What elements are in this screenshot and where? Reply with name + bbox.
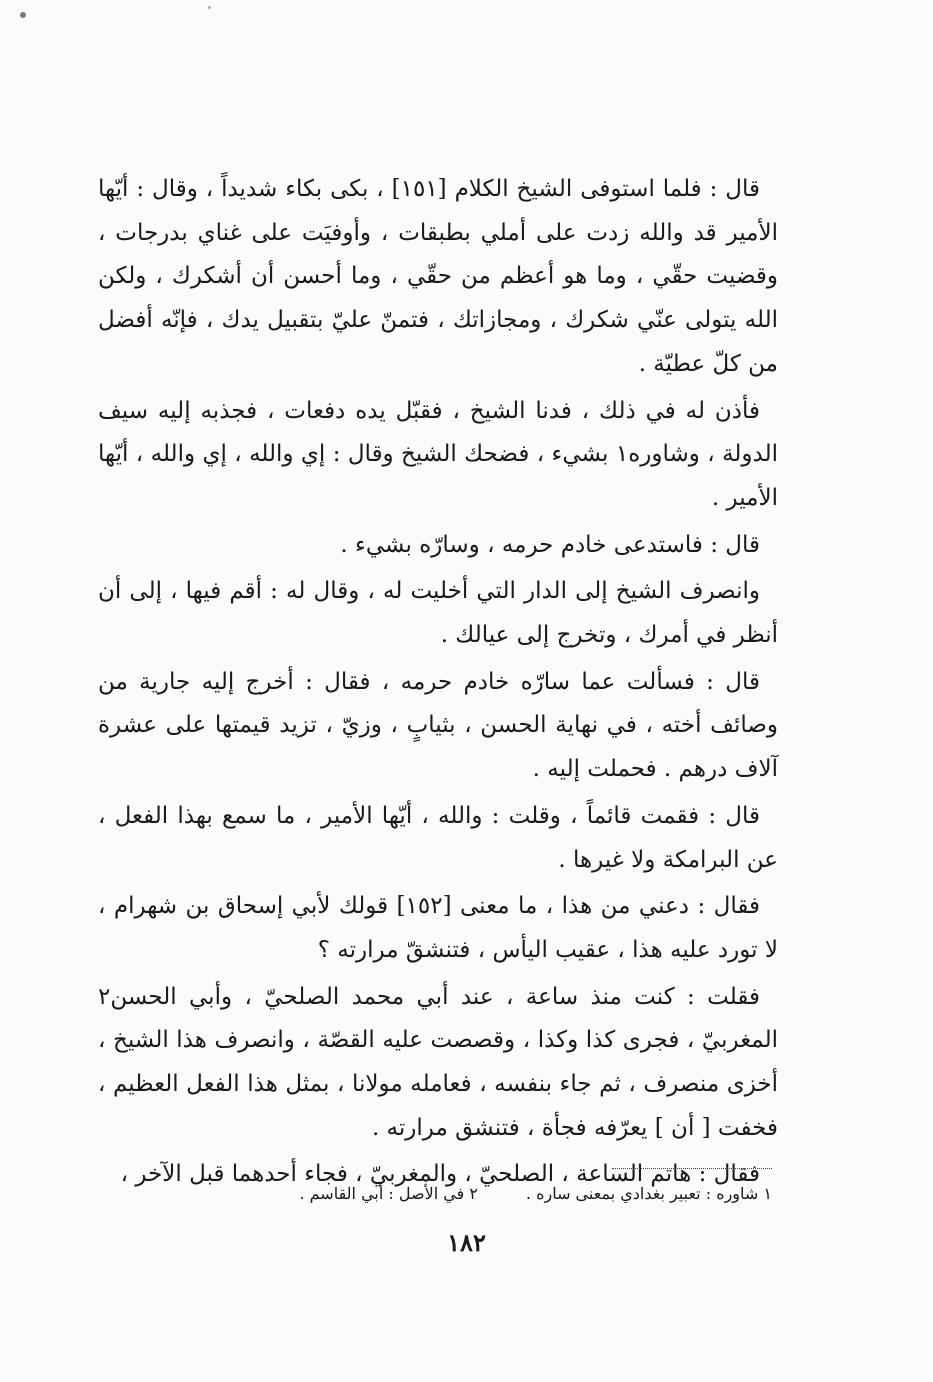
scan-speck bbox=[20, 12, 26, 18]
page-number: ١٨٢ bbox=[447, 1228, 486, 1257]
paragraph: فقال : دعني من هذا ، ما معنى [١٥٢] قولك لأبي إسحاق بن شهرام ، لا تورد عليه هذا ، عقيب اليأس ، فتنشقّ مرارته ؟ bbox=[98, 893, 778, 963]
paragraph: فقال : هاتم الساعة ، الصلحيّ ، والمغربيّ ، فجاء أحدهما قبل الآخر ، bbox=[120, 1161, 760, 1188]
footnotes bbox=[160, 1184, 772, 1203]
paragraph: قال : فاستدعى خادم حرمه ، وسارّه بشيء . bbox=[340, 531, 760, 558]
footnote-1: ١ شاوره : تعبير بغدادي بمعنى ساره . bbox=[525, 1184, 772, 1203]
paragraph: قال : فقمت قائماً ، وقلت : والله ، أيّها الأمير ، ما سمع بهذا الفعل ، عن البرامكة ولا غيرها . bbox=[98, 802, 778, 873]
footnote-2: ٢ في الأصل : أبي القاسم . bbox=[299, 1184, 478, 1203]
paragraph: فأذن له في ذلك ، فدنا الشيخ ، فقبّل يده دفعات ، فجذبه إليه سيف الدولة ، وشاوره١ بشيء ، فضحك الشيخ وقال : إي والله ، إي والله ، أيّها الأمير . bbox=[98, 397, 778, 511]
paragraph: قال : فسألت عما سارّه خادم حرمه ، فقال : أخرج إليه جارية من وصائف أخته ، في نهاية الحسن ، بثيابٍ ، وزيّ ، تزيد قيمتها على عشرة آلاف درهم . فحملت إليه . bbox=[98, 668, 778, 783]
scan-speck bbox=[208, 6, 211, 9]
paragraph: قال : فلما استوفى الشيخ الكلام [١٥١] ، بكى بكاء شديداً ، وقال : أيّها الأمير قد والله زدت على أملي بطبقات ، وأوفيَت على غناي بدرجات ، وقضيت حقّي ، وما هو أعظم من حقّي ، وما أحسن أن أشكرك ، ولكن الله يتولى عنّي شكرك ، ومجازاتك ، فتمنّ عليّ بتقبيل يدك ، فإنّه أفضل من كلّ عطيّة . bbox=[98, 176, 778, 377]
paragraph: فقلت : كنت منذ ساعة ، عند أبي محمد الصلحيّ ، وأبي الحسن٢ المغربيّ ، فجرى كذا وكذا ، وقصصت عليه القصّة ، وانصرف هذا الشيخ ، أخزى منصرف ، ثم جاء بنفسه ، فعامله مولانا ، بمثل هذا الفعل العظيم ، فخفت [ أن ] يعرّفه فجأة ، فتنشق مرارته . bbox=[98, 983, 778, 1141]
footnote-separator bbox=[612, 1168, 772, 1169]
paragraph: وانصرف الشيخ إلى الدار التي أخليت له ، وقال له : أقم فيها ، إلى أن أنظر في أمرك ، وتخرج إلى عيالك . bbox=[98, 578, 778, 649]
body-text bbox=[98, 168, 778, 1197]
